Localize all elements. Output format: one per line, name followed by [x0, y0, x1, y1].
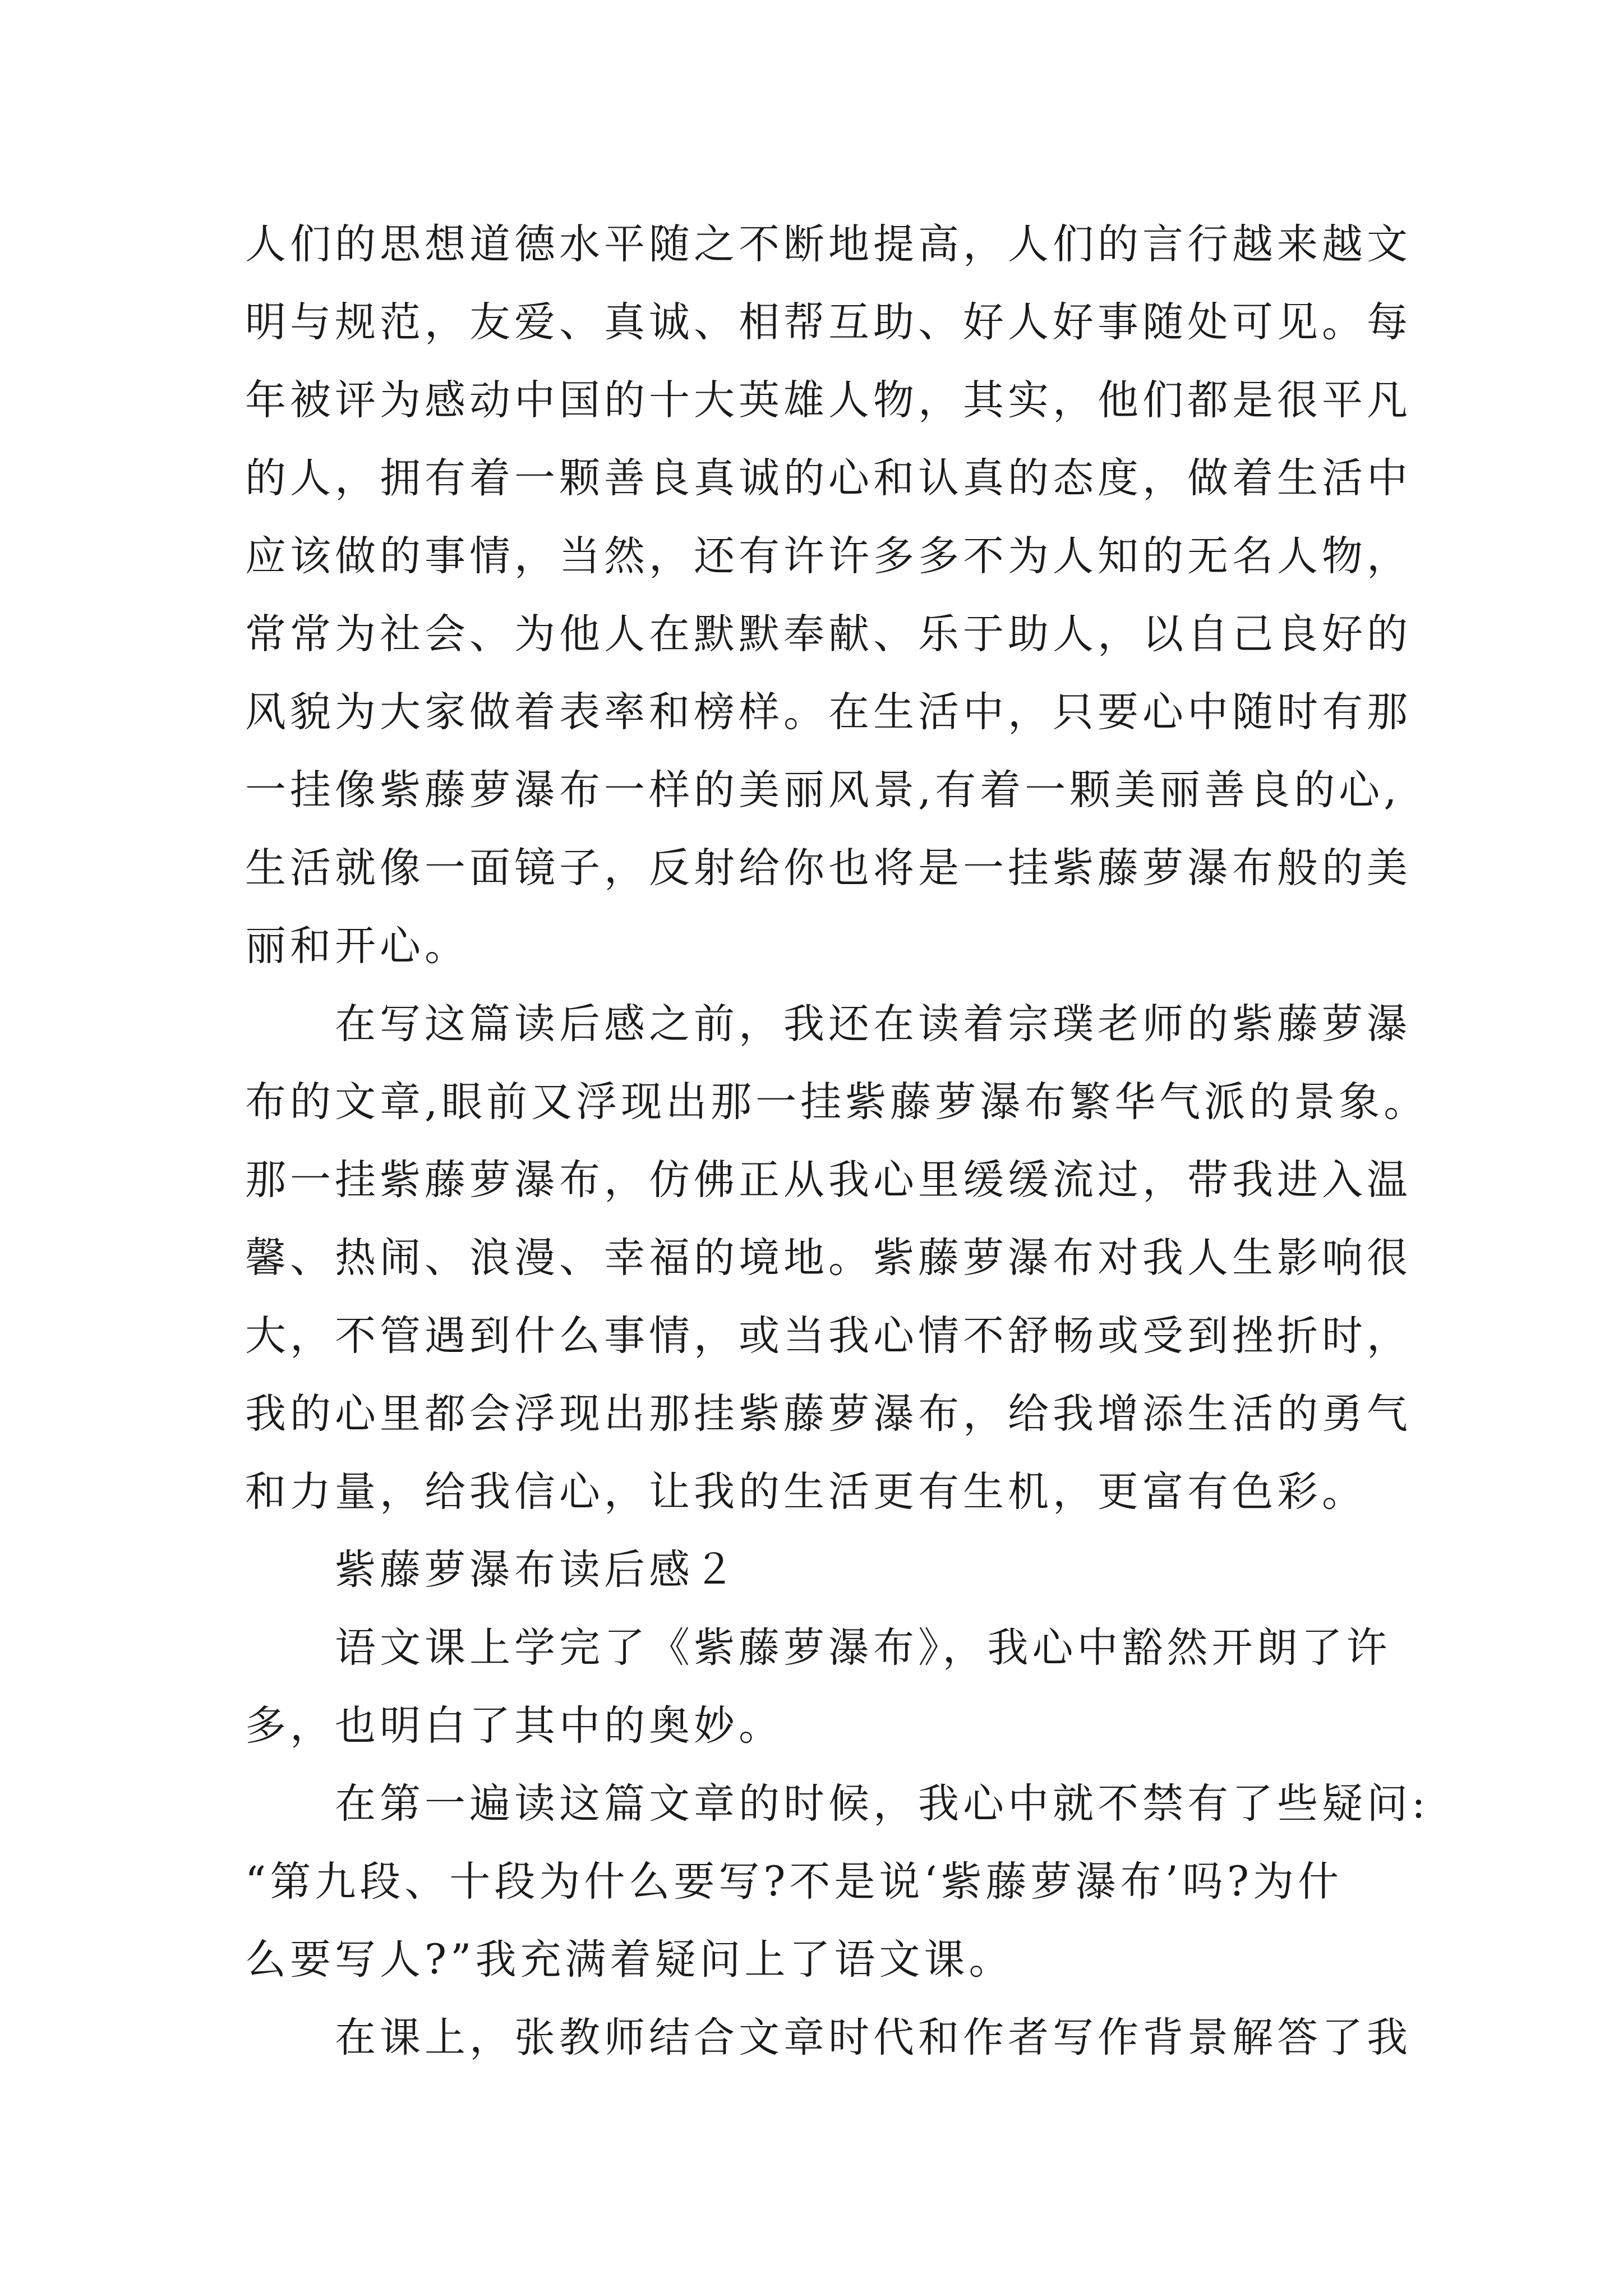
text-line: 一挂像紫藤萝瀑布一样的美丽风景,有着一颗美丽善良的心,: [245, 766, 1401, 814]
text-line: 多，也明白了其中的奥妙。: [245, 1702, 783, 1750]
text-line: 馨、热闹、浪漫、幸福的境地。紫藤萝瀑布对我人生影响很: [245, 1234, 1412, 1282]
paragraph-first-line: 在第一遍读这篇文章的时候，我心中就不禁有了些疑问:: [335, 1780, 1430, 1828]
text-line: “第九段、十段为什么要写?不是说‘紫藤萝瀑布’吗?为什: [245, 1858, 1343, 1906]
text-line: 布的文章,眼前又浮现出那一挂紫藤萝瀑布繁华气派的景象。: [245, 1078, 1429, 1126]
text-line: 大，不管遇到什么事情，或当我心情不舒畅或受到挫折时，: [245, 1312, 1412, 1360]
text-line: 人们的思想道德水平随之不断地提高，人们的言行越来越文: [245, 220, 1412, 268]
text-line: 明与规范，友爱、真诚、相帮互助、好人好事随处可见。每: [245, 298, 1412, 346]
text-line: 年被评为感动中国的十大英雄人物，其实，他们都是很平凡: [245, 376, 1412, 424]
text-line: 那一挂紫藤萝瀑布，仿佛正从我心里缓缓流过，带我进入温: [245, 1156, 1412, 1204]
paragraph-first-line: 在课上，张教师结合文章时代和作者写作背景解答了我: [335, 2014, 1412, 2062]
text-line: 丽和开心。: [245, 922, 469, 970]
paragraph-first-line: 语文课上学完了《紫藤萝瀑布》，我心中豁然开朗了许: [335, 1624, 1391, 1672]
text-line: 生活就像一面镜子，反射给你也将是一挂紫藤萝瀑布般的美: [245, 844, 1412, 892]
text-line: 我的心里都会浮现出那挂紫藤萝瀑布，给我增添生活的勇气: [245, 1390, 1412, 1438]
section-heading: 紫藤萝瀑布读后感２: [335, 1546, 739, 1594]
paragraph-first-line: 在写这篇读后感之前，我还在读着宗璞老师的紫藤萝瀑: [335, 1000, 1412, 1048]
text-line: 常常为社会、为他人在默默奉献、乐于助人，以自己良好的: [245, 610, 1412, 658]
text-line: 和力量，给我信心，让我的生活更有生机，更富有色彩。: [245, 1468, 1367, 1516]
text-line: 的人，拥有着一颗善良真诚的心和认真的态度，做着生活中: [245, 454, 1412, 502]
text-line: 风貌为大家做着表率和榜样。在生活中，只要心中随时有那: [245, 688, 1412, 736]
text-line: 应该做的事情，当然，还有许许多多不为人知的无名人物，: [245, 532, 1412, 580]
text-line: 么要写人?”我充满着疑问上了语文课。: [245, 1936, 1014, 1984]
